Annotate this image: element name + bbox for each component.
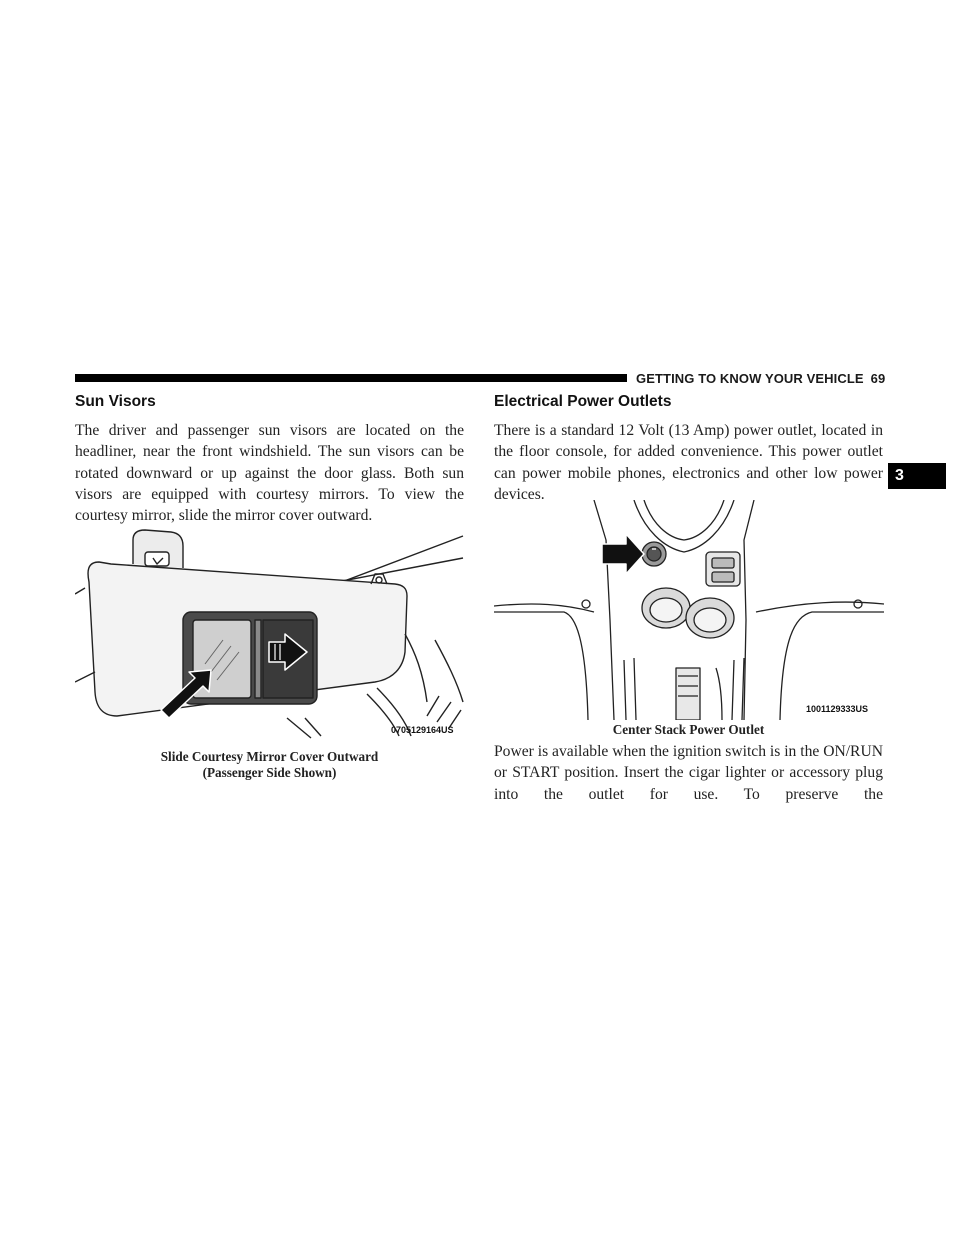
chapter-title: GETTING TO KNOW YOUR VEHICLE: [636, 371, 864, 386]
power-outlets-paragraph-2: Power is available when the ignition switch is in the ON/RUN or START position. Insert the cigar lighter or accessory plug into the outlet for use. To preserve the: [494, 743, 883, 803]
sun-visor-caption: [75, 749, 464, 781]
running-head: [636, 371, 890, 386]
sun-visors-heading: Sun Visors: [75, 393, 156, 410]
power-outlets-paragraph-1: There is a standard 12 Volt (13 Amp) power outlet, located in the floor console, for added convenience. This power outlet can power mobile phones, electronics and other low power devices.: [494, 422, 883, 503]
power-outlet-illustration: [494, 500, 884, 720]
chapter-tab: 3: [888, 463, 946, 489]
sun-visors-paragraph: The driver and passenger sun visors are located on the headliner, near the front windshield. The sun visors can be rotated downward or up against the door glass. Both sun visors are equipped with courtesy mirrors. To view the courtesy mirror, slide the mirror cover outward.: [75, 422, 464, 525]
page-number: 69: [870, 371, 886, 386]
power-outlet-caption: Center Stack Power Outlet: [612, 722, 765, 737]
power-outlet-figure-code: 1001129333US: [806, 704, 869, 714]
sun-visor-caption-line2: (Passenger Side Shown): [202, 765, 337, 780]
sun-visor-caption-line1: Slide Courtesy Mirror Cover Outward: [160, 749, 379, 764]
header-rule: [75, 374, 627, 382]
sun-visor-figure-code: 0705129164US: [391, 725, 454, 735]
power-outlets-heading: Electrical Power Outlets: [494, 393, 672, 410]
sun-visor-illustration: [75, 522, 465, 740]
